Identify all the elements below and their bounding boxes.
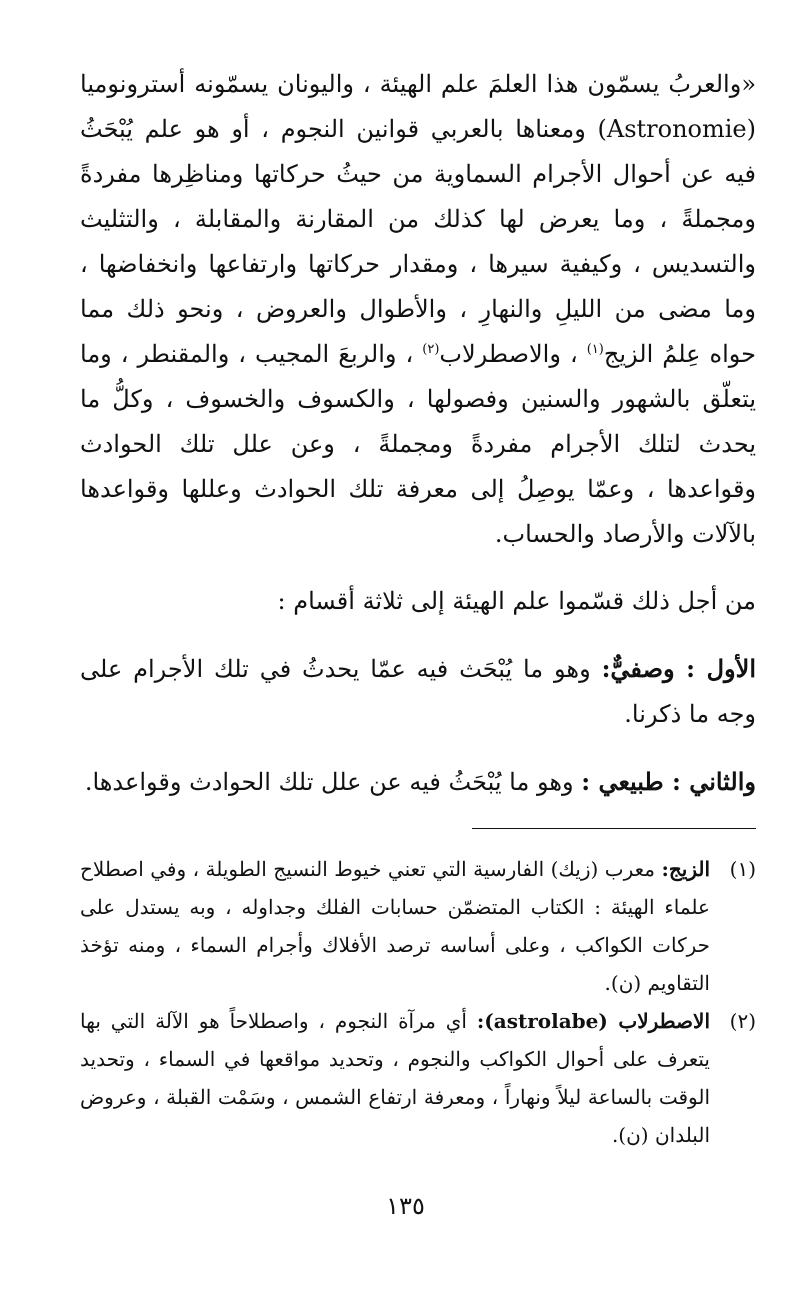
footnote-text: معرب (زيك) الفارسية التي تعني خيوط النسيج الطويلة ، وفي اصطلاح علماء الهيئة : الكتاب المتضمّن حسابات الفلك وجداوله ، وبه يستدل على حركات الكواكب ، وعلى أساسه ترصد الأفلاك وأجرام السماء ، ومنه تؤخذ التقاويم (ن).	[80, 857, 710, 995]
footnote-divider	[472, 828, 756, 829]
page-number: ١٣٥	[386, 1192, 425, 1220]
astrolabe-term: والاصطرلاب	[439, 340, 561, 368]
division-second-text: وهو ما يُبْحَثُ فيه عن علل تلك الحوادث وقواعدها.	[84, 768, 574, 796]
footnote-body	[80, 1002, 710, 1154]
footnote-body	[80, 850, 710, 1002]
body-paragraph-part-1: «والعربُ يسمّون هذا العلمَ علم الهيئة ، واليونان يسمّونه أسترونوميا (Astronomie) ومعناها بالعربي قوانين النجوم ، أو هو علم يُبْحَثُ فيه عن أحوال الأجرام السماوية من حيثُ حركاتها ومناظِرها مفردةً ومجملةً ، وما يعرض لها كذلك من المقارنة والمقابلة ، والتثليث والتسديس ، وكيفية سيرها ، ومقدار حركاتها وارتفاعها وانخفاضها ، وما مضى من الليلِ والنهارِ ، والأطوال والعروض ، ونحو ذلك مما حواه عِلمُ	[80, 70, 756, 368]
footnote-2	[80, 1002, 756, 1154]
division-first-label: الأول : وصفيٌّ:	[601, 654, 756, 683]
body-paragraph-part-2: ، والربعَ المجيب ، والمقنطر ، وما يتعلّق بالشهور والسنين وفصولها ، والكسوف والخسوف ، وكلُّ ما يحدث لتلك الأجرام مفردةً ومجملةً ، وعن علل تلك الحوادث وقواعدها ، وعمّا يوصِلُ إلى معرفة تلك الحوادث وعللها وقواعدها بالآلات والأرصاد والحساب.	[80, 340, 756, 548]
division-first	[80, 646, 756, 737]
footnote-term: الزيج:	[661, 857, 710, 881]
footnote-number: (١)	[729, 857, 756, 881]
separator: ،	[560, 340, 587, 368]
zij-term: الزيج	[603, 340, 654, 368]
footnotes	[80, 850, 756, 1154]
division-second-label: والثاني : طبيعي :	[581, 767, 756, 796]
sections-intro: من أجل ذلك قسّموا علم الهيئة إلى ثلاثة أقسام :	[277, 587, 756, 615]
footnote-ref-1[interactable]: (١)	[586, 342, 604, 357]
division-first-text: وهو ما يُبْحَث فيه عمّا يحدثُ في تلك الأجرام على وجه ما ذكرنا.	[80, 655, 756, 728]
body-paragraph	[80, 62, 756, 557]
footnote-text: أي مرآة النجوم ، واصطلاحاً هو الآلة التي بها يتعرف على أحوال الكواكب والنجوم ، وتحديد مواقعها في السماء ، وتحديد الوقت بالساعة ليلاً ونهاراً ، ومعرفة ارتفاع الشمس ، وسَمْت القبلة ، وعروض البلدان (ن).	[80, 1009, 711, 1147]
division-second	[80, 759, 756, 805]
footnote-term: الاصطرلاب (astrolabe):	[476, 1009, 710, 1033]
footnote-ref-2[interactable]: (٢)	[422, 342, 440, 357]
footnote-number: (٢)	[729, 1009, 756, 1033]
main-text	[80, 62, 756, 805]
footnote-1	[80, 850, 756, 1002]
